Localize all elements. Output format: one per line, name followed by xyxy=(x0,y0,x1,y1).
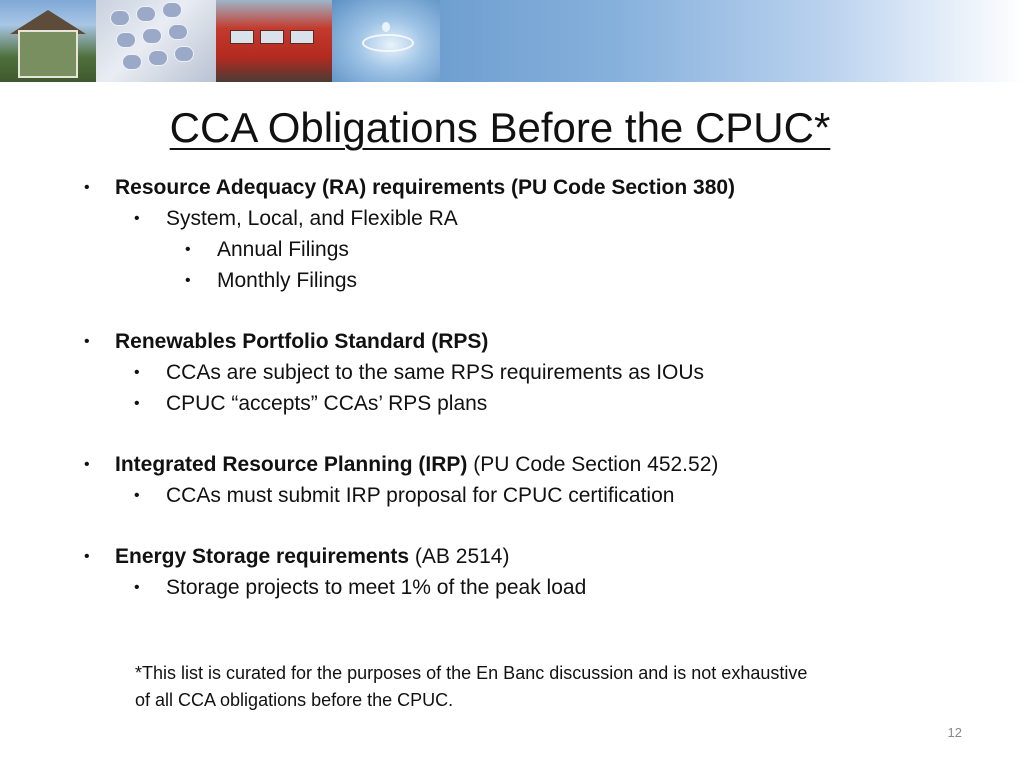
water-ripple-shape xyxy=(362,34,414,52)
bullet-list xyxy=(84,172,984,603)
bullet-icon: • xyxy=(185,272,191,289)
calculator-key xyxy=(174,46,194,62)
section-heading: Renewables Portfolio Standard (RPS) xyxy=(115,330,489,353)
calculator-key xyxy=(148,50,168,66)
calculator-key xyxy=(136,6,156,22)
sub-item-text: System, Local, and Flexible RA xyxy=(166,207,458,230)
bullet-icon: • xyxy=(134,364,140,381)
house-body-shape xyxy=(18,30,78,78)
footnote-line: of all CCA obligations before the CPUC. xyxy=(135,690,454,710)
list-item xyxy=(84,541,984,572)
list-item xyxy=(84,357,984,388)
page-number: 12 xyxy=(947,725,962,740)
bullet-icon: • xyxy=(84,548,90,565)
calculator-key xyxy=(162,2,182,18)
bullet-icon: • xyxy=(134,579,140,596)
bullet-icon: • xyxy=(134,395,140,412)
footnote xyxy=(135,660,935,714)
list-item xyxy=(84,326,984,357)
bullet-icon: • xyxy=(134,487,140,504)
calculator-key xyxy=(168,24,188,40)
calculator-key xyxy=(110,10,130,26)
sub-sub-item-text: Monthly Filings xyxy=(217,269,358,292)
slide-title: CCA Obligations Before the CPUC* xyxy=(169,104,831,151)
section-note: (PU Code Section 452.52) xyxy=(467,453,719,476)
calculator-photo xyxy=(96,0,216,82)
section-note: (AB 2514) xyxy=(409,545,510,568)
section-heading: Energy Storage requirements xyxy=(115,545,410,568)
train-photo xyxy=(216,0,332,82)
list-item xyxy=(84,172,984,203)
calculator-key xyxy=(116,32,136,48)
list-item xyxy=(84,480,984,511)
list-item xyxy=(84,203,984,234)
list-item xyxy=(84,265,984,296)
section-heading: Integrated Resource Planning (IRP) xyxy=(115,453,468,476)
bullet-icon: • xyxy=(84,456,90,473)
train-window xyxy=(260,30,284,44)
list-item xyxy=(84,572,984,603)
list-item xyxy=(84,388,984,419)
water-drop-shape xyxy=(382,22,390,32)
train-window xyxy=(290,30,314,44)
bullet-icon: • xyxy=(84,179,90,196)
list-item xyxy=(84,234,984,265)
bullet-icon: • xyxy=(185,241,191,258)
banner-gradient xyxy=(440,0,1024,82)
bullet-icon: • xyxy=(134,210,140,227)
bullet-icon: • xyxy=(84,333,90,350)
train-window xyxy=(230,30,254,44)
calculator-key xyxy=(142,28,162,44)
section-heading: Resource Adequacy (RA) requirements (PU Code Section 380) xyxy=(115,176,736,199)
sub-item-text: Storage projects to meet 1% of the peak load xyxy=(166,576,587,599)
footnote-line: *This list is curated for the purposes of the En Banc discussion and is not exhaustive xyxy=(135,663,808,683)
sub-item-text: CCAs are subject to the same RPS requirements as IOUs xyxy=(166,361,705,384)
sub-sub-item-text: Annual Filings xyxy=(217,238,349,261)
calculator-key xyxy=(122,54,142,70)
house-solar-photo xyxy=(0,0,96,82)
sub-item-text: CPUC “accepts” CCAs’ RPS plans xyxy=(166,392,488,415)
list-item xyxy=(84,449,984,480)
header-photo-banner xyxy=(0,0,1024,82)
sub-item-text: CCAs must submit IRP proposal for CPUC certification xyxy=(166,484,675,507)
water-drop-photo xyxy=(332,0,440,82)
